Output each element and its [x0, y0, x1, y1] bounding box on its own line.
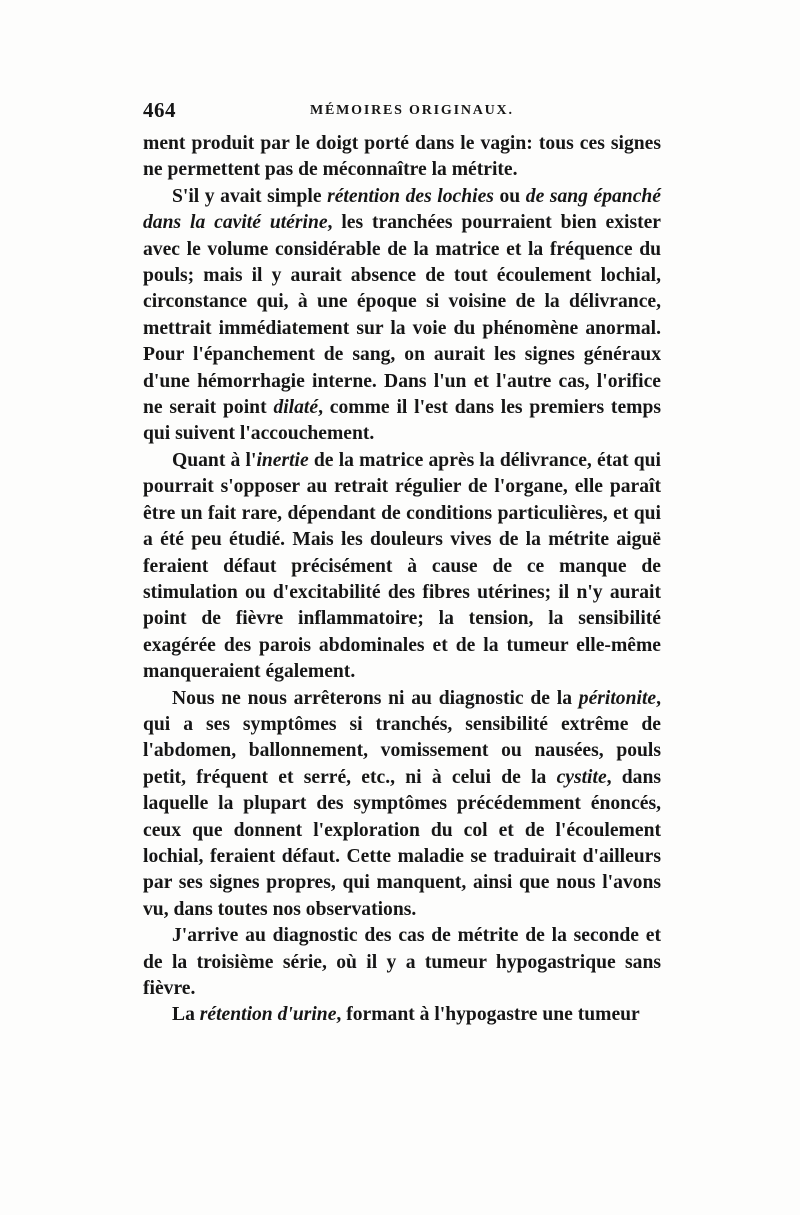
italic-term: inertie [256, 449, 309, 471]
paragraph [143, 1002, 661, 1028]
page-number: 464 [143, 98, 176, 122]
page-header [143, 98, 661, 128]
italic-term: rétention des lochies [327, 185, 494, 207]
italic-term: rétention d'urine [199, 1004, 337, 1026]
text-run: , qui a ses symptômes si tranchés, sensibilité extrême de l'abdomen, ballonnement, vomissement ou nausées, pouls petit, fréquent et serré, etc., ni à celui de la [143, 687, 661, 788]
text-run: , les tranchées pourraient bien exister avec le volume considérable de la matrice et la fréquence du pouls; mais il y aurait absence de tout écoulement lochial, circonstance qui, à une époque si voisine de la délivrance, mettrait immédiatement sur la voie du phénomène anormal. Pour l'épanchement de sang, on aurait les signes généraux d'une hémorrhagie interne. Dans l'un et l'autre cas, l'orifice ne serait point [143, 212, 661, 419]
running-title: MÉMOIRES ORIGINAUX. [310, 103, 514, 118]
italic-term: péritonite [578, 687, 657, 709]
body-text [143, 131, 661, 1029]
italic-term: dilaté [273, 397, 319, 419]
paragraph [143, 923, 661, 1002]
text-run: de la matrice après la délivrance, état qui pourrait s'opposer au retrait régulier de l'organe, elle paraît être un fait rare, dépendant de conditions particulières, et qui a été peu étudié. Mais les douleurs vives de la métrite aiguë feraient défaut précisément à cause de ce manque de stimulation ou d'excitabilité des fibres utérines; il n'y aurait point de fièvre inflammatoire; la tension, la sensibilité exagérée des parois abdominales et de la tumeur elle-même manqueraient également. [143, 449, 661, 683]
italic-term: cystite [556, 766, 607, 788]
italic-term: de sang épanché dans la cavité utérine [143, 185, 661, 234]
text-run: ment produit par le doigt porté dans le vagin: tous ces signes ne permettent pas de méconnaître la métrite. [143, 133, 661, 181]
text-run: J'arrive au diagnostic des cas de métrite de la seconde et de la troisième série, où il y a tumeur hypogastrique sans fièvre. [143, 925, 661, 999]
paragraph [143, 131, 661, 184]
paragraph [143, 448, 661, 686]
paragraph [143, 686, 661, 924]
text-run: La [172, 1004, 200, 1026]
paragraph [143, 184, 661, 448]
text-run: S'il y avait simple [172, 185, 328, 207]
text-run: Nous ne nous arrêterons ni au diagnostic de la [172, 687, 579, 709]
text-run: ou [493, 185, 526, 207]
text-run: , comme il l'est dans les premiers temps qui suivent l'accouchement. [143, 397, 661, 445]
text-run: , formant à l'hypogastre une tumeur [336, 1004, 640, 1026]
text-run: , dans laquelle la plupart des symptômes précédemment énoncés, ceux que donnent l'exploration du col et de l'écoulement lochial, feraient défaut. Cette maladie se traduirait d'ailleurs par ses signes propres, qui manquent, ainsi que nous l'avons vu, dans toutes nos observations. [143, 766, 661, 920]
text-run: Quant à l' [172, 449, 257, 471]
